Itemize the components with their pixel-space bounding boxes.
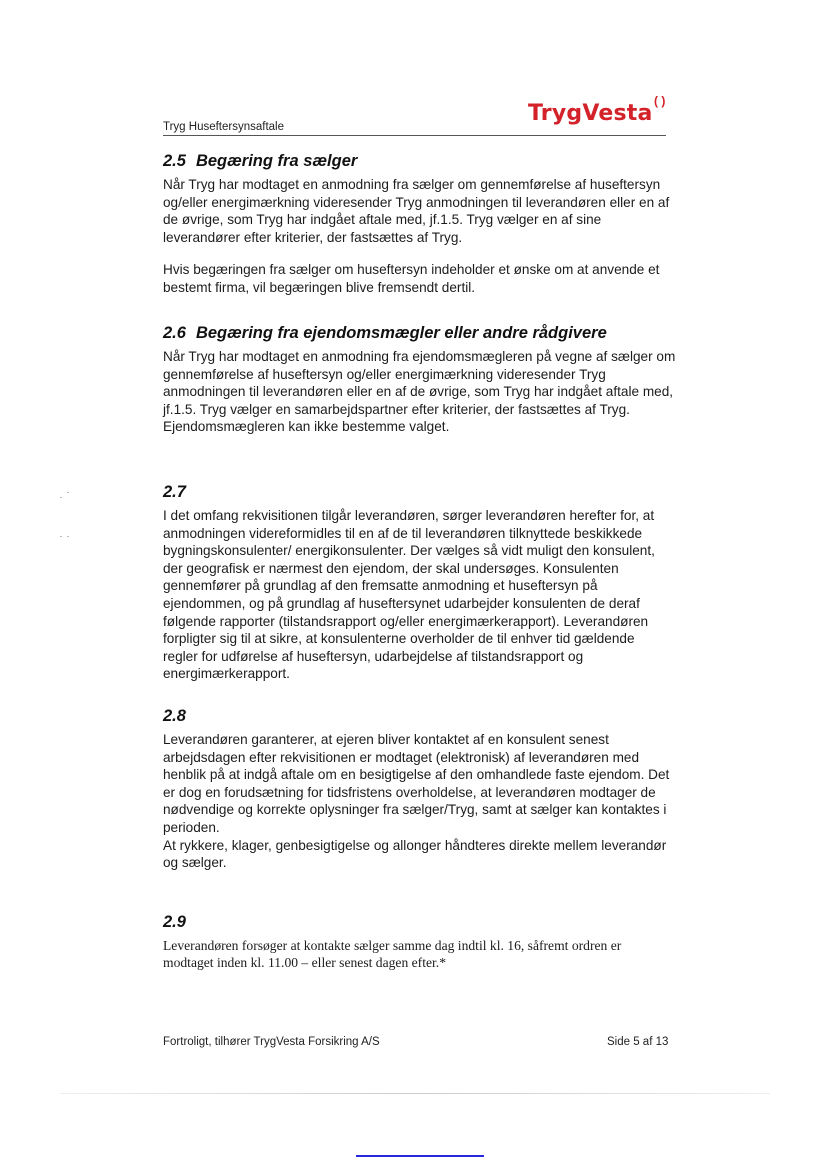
paragraph: I det omfang rekvisitionen tilgår leverandøren, sørger leverandøren herefter for, at anmodningen videreformidles til en af de til leverandøren tilknyttede beskikkede bygningskonsulenter/ energikonsulenter. Der vælges så vidt muligt den konsulent, der geografisk er nærmest den ejendom, der skal undersøges. Konsulenten gennemfører på grundlag af den fremsatte anmodning et huseftersyn på ejendommen, og på grundlag af huseftersynet udarbejder konsulenten de deraf følgende rapporter (tilstandsrapport og/eller energimærkerapport). Leverandøren forpligter sig til at sikre, at konsulenterne overholder de til enhver tid gældende regler for udførelse af huseftersyn, udarbejdelse af tilstandsrapport og energimærkerapport. <box>163 508 655 682</box>
speck <box>60 497 62 498</box>
section-number: 2.6 <box>163 324 186 342</box>
blue-link-fragment[interactable] <box>356 1155 484 1157</box>
section-number: 2.7 <box>163 483 186 501</box>
speck <box>67 536 69 537</box>
paragraph: Leverandøren garanterer, at ejeren bliver kontaktet af en konsulent senest arbejdsdagen efter rekvisitionen er modtaget (elektronisk) af leverandøren med henblik på at indgå aftale om en besigtigelse af den omhandlede faste ejendom. Det er dog en forudsætning for tidsfristens overholdelse, at leverandøren modtager de nødvendige og korrekte oplysninger fra sælger/Tryg, samt at sælger kan kontaktes i perioden. <box>163 732 670 835</box>
section-2-8 <box>163 707 673 872</box>
section-heading <box>163 324 683 343</box>
section-heading <box>163 913 673 932</box>
paragraph: Når Tryg har modtaget en anmodning fra sælger om gennemførelse af huseftersyn og/eller energimærkning videresender Tryg anmodningen til leverandøren eller en af de øvrige, som Tryg har indgået aftale med, jf.1.5. Tryg vælger en af sine leverandører efter kriterier, der fastsættes af Tryg. <box>163 177 670 245</box>
section-title: Begæring fra ejendomsmægler eller andre rådgivere <box>195 324 607 342</box>
header-rule <box>163 135 666 136</box>
speck <box>60 536 62 537</box>
section-number: 2.5 <box>163 152 186 170</box>
speck <box>67 492 69 493</box>
section-heading <box>163 707 673 726</box>
logo: TrygVesta <box>528 101 653 126</box>
logo-mark-icon: ( ) <box>654 94 666 108</box>
paragraph: Hvis begæringen fra sælger om huseftersyn indeholder et ønske om at anvende et bestemt firma, vil begæringen blive fremsendt dertil. <box>163 262 660 295</box>
section-heading <box>163 483 673 502</box>
section-number: 2.8 <box>163 707 186 725</box>
section-2-7 <box>163 483 673 683</box>
paragraph: Når Tryg har modtaget en anmodning fra ejendomsmægleren på vegne af sælger om gennemførelse af huseftersyn og/eller energimærkning videresender Tryg anmodningen til leverandøren eller en af de øvrige, som Tryg har indgået aftale med, jf.1.5. Tryg vælger en samarbejdspartner efter kriterier, der fastsættes af Tryg. Ejendomsmægleren kan ikke bestemme valget. <box>163 349 676 435</box>
footer-left: Fortroligt, tilhører TrygVesta Forsikring A/S <box>163 1036 380 1048</box>
footer-right: Side 5 af 13 <box>607 1036 669 1048</box>
section-2-5 <box>163 152 673 297</box>
section-number: 2.9 <box>163 913 186 931</box>
scan-line <box>60 1093 770 1094</box>
section-2-9 <box>163 913 673 971</box>
section-title: Begæring fra sælger <box>195 152 358 170</box>
section-2-6 <box>163 324 683 436</box>
header-title: Tryg Huseftersynsaftale <box>163 121 285 133</box>
paragraph: Leverandøren forsøger at kontakte sælger samme dag indtil kl. 16, såfremt ordren er modtaget inden kl. 11.00 – eller senest dagen efter.* <box>163 938 622 970</box>
section-heading <box>163 152 673 171</box>
paragraph: At rykkere, klager, genbesigtigelse og allonger håndteres direkte mellem leverandør og sælger. <box>163 837 667 871</box>
